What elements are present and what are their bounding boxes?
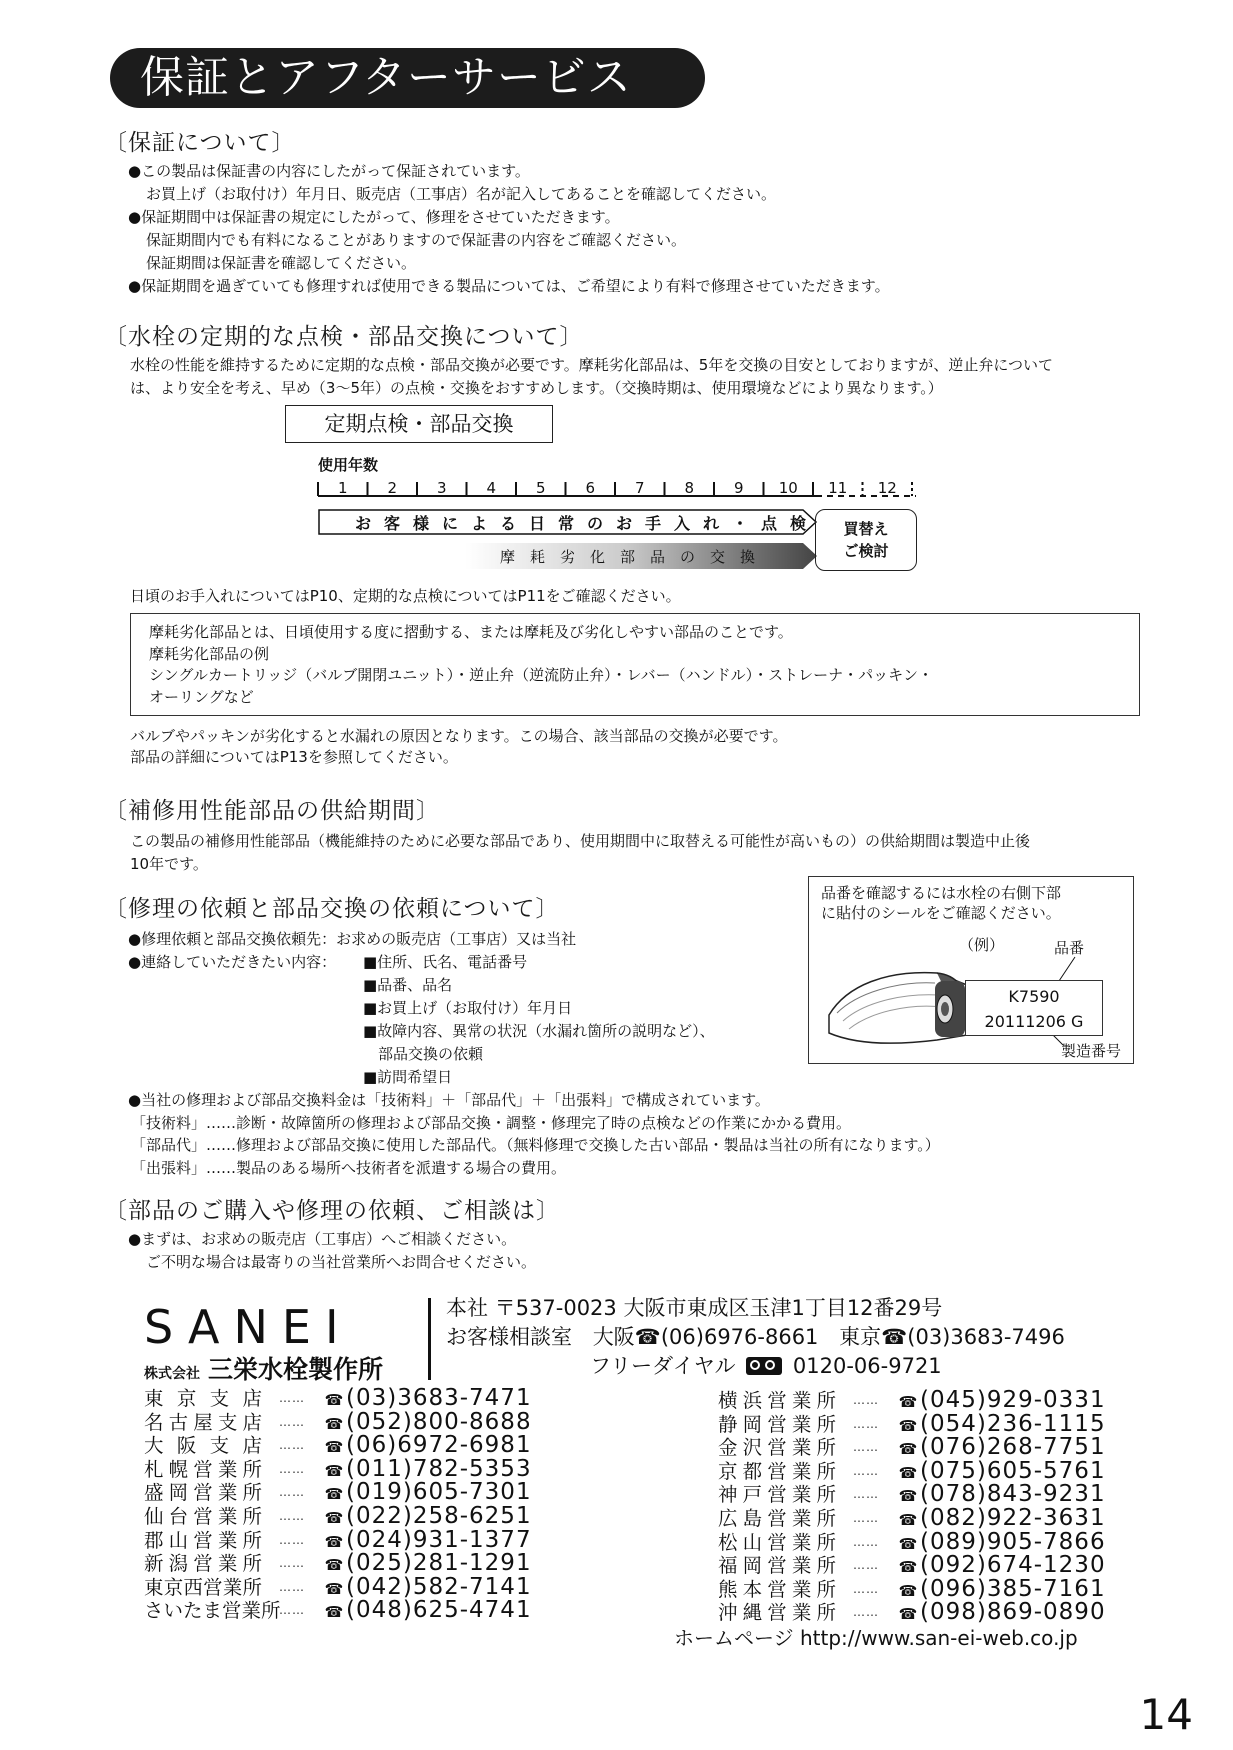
fee-line: 「部品代」……修理および部品交換に使用した部品代。（無料修理で交換した古い部品・製品は当社の所有になります。） [131,1136,940,1154]
inspection-after [130,726,787,768]
branch-name: 名古屋支店 [144,1410,262,1434]
free-dial-label: フリーダイヤル [590,1354,736,1378]
branch-row [144,1477,532,1506]
serial-number: 20111206 G [984,1012,1084,1031]
fee-line: 「出張料」……製品のある場所へ技術者を派遣する場合の費用。 [131,1158,567,1177]
branch-row [144,1525,532,1553]
branch-name: 沖縄営業所 [718,1601,836,1625]
consult-line: ご不明な場合は最寄りの当社営業所へお問合せください。 [146,1253,537,1271]
branch-name: 札幌営業所 [144,1457,262,1481]
branch-name: 静岡営業所 [718,1412,836,1436]
info-item: 部品交換の依頼 [363,1045,484,1063]
consult-heading: 〔部品のご購入や修理の依頼、ご相談は〕 [104,1198,560,1224]
example-caption [821,883,1061,923]
branch-name: 東京支店 [144,1387,262,1410]
example-label: （例） [959,936,1005,954]
tokyo-phone[interactable]: 東京☎(03)3683-7496 [839,1325,1065,1349]
free-dial-icon [746,1357,782,1375]
branch-row [144,1501,532,1529]
year-label: 9 [733,479,744,497]
repair-heading: 〔修理の依頼と部品交換の依頼について〕 [104,896,560,922]
branch-name: 盛岡営業所 [144,1481,262,1505]
info-item: ■品番、品名 [363,976,453,994]
leader-dots: …… [853,1510,879,1525]
phone-icon: ☎ [324,1532,344,1551]
leader-dots: …… [853,1534,879,1549]
leader-dots: …… [853,1558,879,1573]
phone-icon: ☎ [324,1414,344,1433]
buy-line: 買替え [843,520,889,538]
year-label: 3 [436,479,447,497]
leader-dots: …… [279,1485,305,1500]
year-label: 4 [486,479,497,497]
leader-dots: …… [279,1414,305,1429]
supply-line: 10年です。 [130,855,208,873]
branch-row [718,1409,1106,1437]
serial-label: 製造番号 [1061,1042,1122,1060]
leader-dots: …… [853,1605,879,1620]
part-number: K7590 [1008,987,1060,1006]
after-line: 部品の詳細についてはP13を参照してください。 [130,748,458,766]
phone-icon: ☎ [324,1603,344,1622]
inspection-intro [130,354,1053,400]
branch-name: 郡山営業所 [144,1528,262,1552]
branch-row [718,1550,1106,1579]
phone-icon: ☎ [324,1391,344,1409]
company-prefix: 株式会社 [144,1366,200,1382]
branch-list-right [718,1385,1106,1626]
branch-row [144,1548,532,1577]
branch-row [718,1527,1106,1555]
year-label: 10 [778,479,798,497]
leader-dots: …… [279,1391,305,1405]
leader-dots: …… [853,1416,879,1431]
repair-info-label: ●連絡していただきたい内容： [128,953,337,971]
page-number: 14 [1139,1690,1193,1739]
branch-phone[interactable]: (025)281-1291 [346,1550,532,1577]
homepage-link[interactable]: ホームページ http://www.san-ei-web.co.jp [674,1626,1078,1650]
consult-text [128,1228,536,1274]
page-title: 保証とアフターサービス [110,48,705,108]
branch-phone[interactable]: (042)582-7141 [346,1573,532,1600]
buy-replacement-box [815,509,917,571]
branch-phone[interactable]: (019)605-7301 [346,1479,532,1506]
branch-phone[interactable]: (096)385-7161 [920,1575,1106,1602]
branch-phone[interactable]: (082)922-3631 [920,1504,1106,1531]
phone-icon: ☎ [898,1416,918,1435]
branch-phone[interactable]: (078)843-9231 [920,1481,1106,1508]
branch-row [144,1595,532,1624]
branch-name: 松山営業所 [718,1530,836,1554]
branch-phone[interactable]: (092)674-1230 [920,1552,1106,1579]
branch-row [144,1454,532,1482]
buy-line: ご検討 [843,542,889,560]
branch-row [718,1432,1106,1461]
leader-dots: …… [853,1463,879,1478]
consult-contacts [446,1325,1065,1349]
leader-dots: …… [279,1461,305,1476]
wear-parts-definition [130,613,1140,716]
year-label: 12 [877,479,897,497]
company-name [144,1350,383,1386]
care-note: 日頃のお手入れについてはP10、定期的な点検についてはP11をご確認ください。 [130,587,681,605]
label-sticker [965,980,1103,1036]
hq-address: 本社 〒537-0023 大阪市東成区玉津1丁目12番29号 [446,1296,943,1320]
branch-row [718,1503,1106,1531]
phone-icon: ☎ [324,1438,344,1457]
wear-parts-label: 摩耗劣化部品の交換 [500,548,771,566]
branch-phone[interactable]: (048)625-4741 [346,1597,532,1624]
branch-name: 京都営業所 [718,1459,836,1483]
warranty-heading: 〔保証について〕 [104,130,296,156]
inspection-heading: 〔水栓の定期的な点検・部品交換について〕 [104,324,584,350]
sanei-logo: SANEI [144,1300,353,1354]
year-label: 1 [337,479,348,497]
warranty-text [128,160,890,298]
phone-icon: ☎ [324,1508,344,1527]
branch-name: 金沢営業所 [718,1436,836,1460]
branch-phone[interactable]: (06)6972-6981 [346,1432,532,1459]
example-caption-line: 品番を確認するには水栓の右側下部 [821,884,1062,902]
branch-phone[interactable]: (076)268-7751 [920,1434,1106,1461]
def-line: オーリングなど [149,687,254,706]
osaka-phone[interactable]: 大阪☎(06)6976-8661 [592,1325,819,1349]
branch-row [718,1479,1106,1508]
phone-icon: ☎ [898,1440,918,1459]
branch-name: 広島営業所 [718,1506,836,1530]
warranty-line: ●保証期間中は保証書の規定にしたがって、修理をさせていただきます。 [128,208,620,226]
supply-line: この製品の補修用性能部品（機能維持のために必要な部品であり、使用期間中に取替える可能性が高いもの）の供給期間は製造中止後 [130,832,1031,850]
warranty-line: ●保証期間を過ぎていても修理すれば使用できる製品については、ご希望により有料で修理させていただきます。 [128,277,890,295]
leader-dots: …… [279,1532,305,1547]
leader-dots: …… [853,1581,879,1596]
branch-name: 横浜営業所 [718,1389,836,1412]
def-line: 摩耗劣化部品の例 [149,644,270,663]
year-label: 2 [387,479,398,497]
branch-name: 仙台営業所 [144,1504,262,1528]
branch-phone[interactable]: (052)800-8688 [346,1408,532,1435]
branch-row [718,1574,1106,1602]
branch-row [718,1597,1106,1626]
leader-dots: …… [853,1393,879,1407]
free-dial-number[interactable]: 0120-06-9721 [792,1354,942,1378]
branch-phone[interactable]: (054)236-1115 [920,1410,1106,1437]
phone-icon: ☎ [898,1558,918,1577]
branch-row [718,1456,1106,1484]
def-line: 摩耗劣化部品とは、日頃使用する度に摺動する、または摩耗及び劣化しやすい部品のことです。 [149,623,793,641]
fee-line: 「技術料」……診断・故障箇所の修理および部品交換・調整・修理完了時の点検などの作業にかかる費用。 [131,1113,852,1132]
branch-phone[interactable]: (075)605-5761 [920,1457,1106,1484]
example-caption-line: に貼付のシールをご確認ください。 [821,904,1061,922]
branch-row [144,1572,532,1600]
leader-dots: …… [279,1508,305,1523]
phone-icon: ☎ [898,1534,918,1553]
branch-list-left [144,1383,532,1624]
warranty-line: 保証期間内でも有料になることがありますので保証書の内容をご確認ください。 [146,231,687,249]
info-item: ■訪問希望日 [363,1068,453,1086]
branch-name: 神戸営業所 [718,1483,836,1507]
branch-row [144,1430,532,1459]
repair-contact: ●修理依頼と部品交換依頼先：お求めの販売店（工事店）又は当社 [128,930,577,948]
info-item: ■故障内容、異常の状況（水漏れ箇所の説明など）、 [363,1022,715,1040]
logo-divider [428,1298,431,1380]
intro-line: 水栓の性能を維持するために定期的な点検・部品交換が必要です。摩耗劣化部品は、5年を交換の目安としておりますが、逆止弁について [130,356,1054,374]
branch-row [144,1407,532,1435]
phone-icon: ☎ [898,1393,918,1411]
repair-fees [128,1089,940,1179]
branch-name: 新潟営業所 [144,1552,262,1576]
branch-name: 大阪支店 [144,1434,262,1458]
year-label: 6 [585,479,596,497]
branch-row [144,1383,532,1411]
repair-info-list [363,951,715,1089]
part-label: 品番 [1054,939,1085,957]
leader-dots: …… [853,1487,879,1502]
branch-row [718,1385,1106,1413]
company-main-name: 三栄水栓製作所 [208,1355,384,1384]
intro-line: は、より安全を考え、早め（3〜5年）の点検・交換をおすすめします。（交換時期は、使用環境などにより異なります。） [130,379,943,397]
phone-icon: ☎ [898,1487,918,1506]
year-label: 8 [684,479,695,497]
branch-name: 熊本営業所 [718,1577,836,1601]
phone-icon: ☎ [898,1581,918,1600]
year-label: 5 [535,479,546,497]
phone-icon: ☎ [324,1556,344,1575]
branch-phone[interactable]: (022)258-6251 [346,1502,532,1529]
def-line: シングルカートリッジ（バルブ開閉ユニット）・逆止弁（逆流防止弁）・レバー（ハンドル）・ストレーナ・パッキン・ [149,666,933,684]
phone-icon: ☎ [898,1463,918,1482]
leader-dots: …… [279,1438,305,1453]
warranty-line: ●この製品は保証書の内容にしたがって保証されています。 [128,162,530,180]
leader-dots: …… [853,1440,879,1455]
phone-icon: ☎ [898,1510,918,1529]
free-dial [590,1354,942,1378]
daily-care-label: お客様による日常のお手入れ・点検 [355,514,820,533]
phone-icon: ☎ [324,1579,344,1598]
phone-icon: ☎ [324,1461,344,1480]
info-item: ■住所、氏名、電話番号 [363,953,528,971]
inspection-box-title: 定期点検・部品交換 [285,405,553,443]
years-label: 使用年数 [318,456,379,474]
branch-phone[interactable]: (098)869-0890 [920,1599,1106,1626]
branch-name: 福岡営業所 [718,1554,836,1578]
branch-phone[interactable]: (03)3683-7471 [346,1385,532,1411]
leader-dots: …… [279,1603,305,1618]
leader-dots: …… [279,1556,305,1571]
consult-label: お客様相談室 [446,1325,572,1349]
branch-name: 東京西営業所 [144,1575,262,1599]
info-item: ■お買上げ（お取付け）年月日 [363,999,573,1017]
supply-heading: 〔補修用性能部品の供給期間〕 [104,798,440,824]
fee-line: ●当社の修理および部品交換料金は「技術料」＋「部品代」＋「出張料」で構成されています。 [128,1091,770,1109]
year-label: 7 [634,479,645,497]
branch-name: さいたま営業所 [144,1599,281,1623]
phone-icon: ☎ [898,1605,918,1624]
year-label: 11 [828,479,848,497]
branch-phone[interactable]: (089)905-7866 [920,1528,1106,1555]
leader-dots: …… [279,1579,305,1594]
warranty-line: 保証期間は保証書を確認してください。 [146,254,417,272]
year-scale [316,476,926,502]
part-number-example [808,876,1134,1064]
branch-phone[interactable]: (011)782-5353 [346,1455,532,1482]
warranty-line: お買上げ（お取付け）年月日、販売店（工事店）名が記入してあることを確認してください。 [146,185,777,203]
branch-phone[interactable]: (045)929-0331 [920,1387,1106,1413]
phone-icon: ☎ [324,1485,344,1504]
branch-phone[interactable]: (024)931-1377 [346,1526,532,1553]
supply-text [130,830,1030,876]
after-line: バルブやパッキンが劣化すると水漏れの原因となります。この場合、該当部品の交換が必要です。 [130,727,788,745]
consult-line: ●まずは、お求めの販売店（工事店）へご相談ください。 [128,1230,517,1248]
